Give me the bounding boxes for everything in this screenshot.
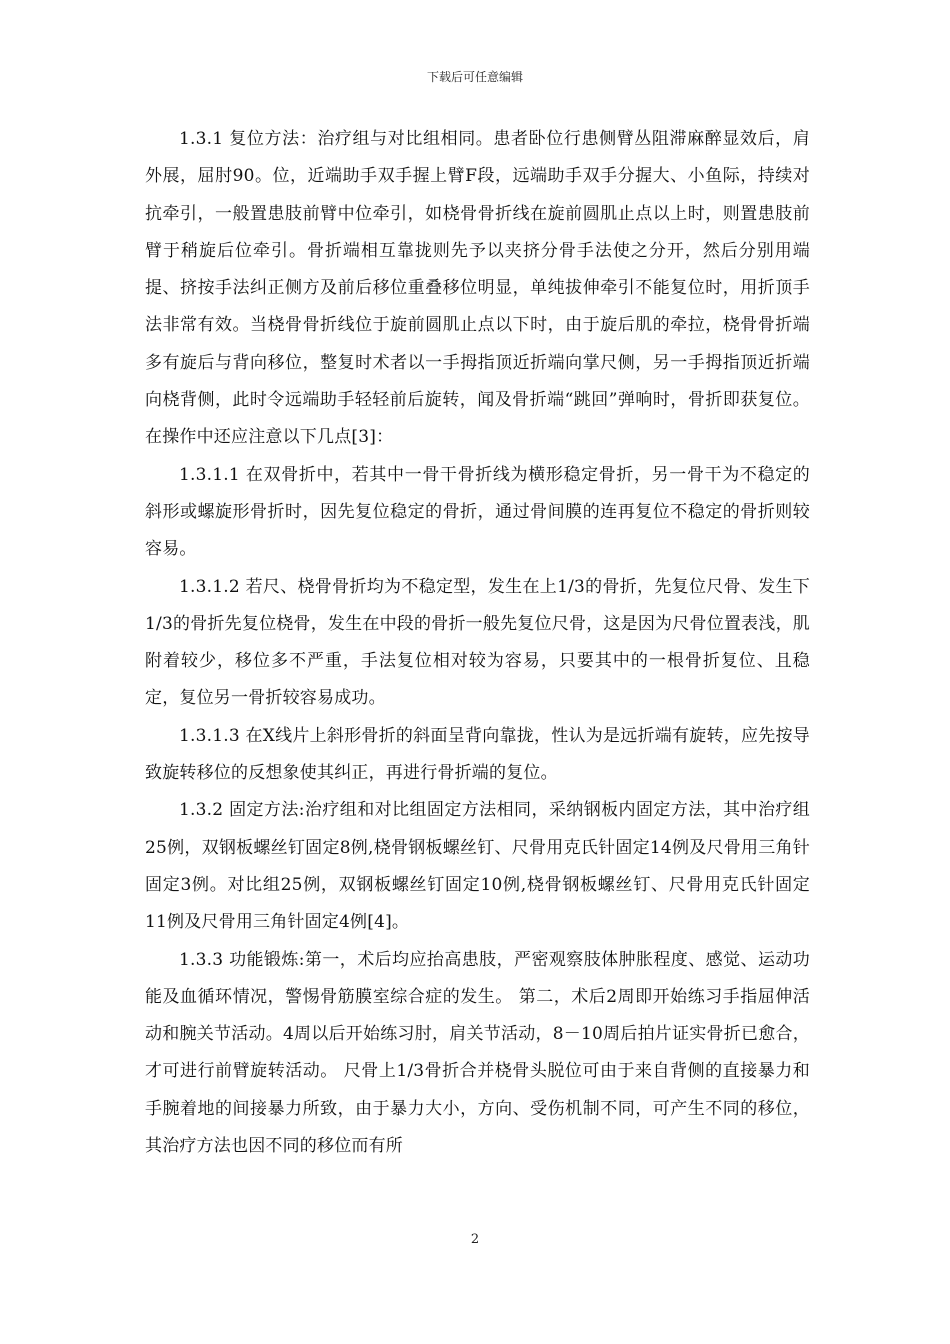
paragraph-point-1-3-1-1: 1.3.1.1 在双骨折中，若其中一骨干骨折线为横形稳定骨折，另一骨干为不稳定的斜形或螺旋形骨折时，因先复位稳定的骨折，通过骨间膜的连再复位不稳定的骨折则较容易。 bbox=[145, 464, 810, 560]
paragraph-point-1-3-1-2: 1.3.1.2 若尺、桡骨骨折均为不稳定型，发生在上1/3的骨折，先复位尺骨、发生下1/3的骨折先复位桡骨，发生在中段的骨折一般先复位尺骨，这是因为尺骨位置表浅，肌附着较少，移位多不严重，手法复位相对较为容易，只要其中的一根骨折复位、且稳定，复位另一骨折较容易成功。 bbox=[145, 576, 810, 709]
paragraph-reduction-method: 1.3.1 复位方法：治疗组与对比组相同。患者卧位行患侧臂丛阻滞麻醉显效后，肩外展，屈肘90。位，近端助手双手握上臂F段，远端助手双手分握大、小鱼际，持续对抗牵引，一般置患肢前臂中位牵引，如桡骨骨折线在旋前圆肌止点以上时，则置患肢前臂于稍旋后位牵引。骨折端相互靠拢则先予以夹挤分骨手法使之分开，然后分别用端提、挤按手法纠正侧方及前后移位重叠移位明显，单纯拔伸牵引不能复位时，用折顶手法非常有效。当桡骨骨折线位于旋前圆肌止点以下时，由于旋后肌的牵拉，桡骨骨折端多有旋后与背向移位，整复时术者以一手拇指顶近折端向掌尺侧，另一手拇指顶近折端向桡背侧，此时令远端助手轻轻前后旋转，闻及骨折端“跳回”弹响时，骨折即获复位。在操作中还应注意以下几点[3]： bbox=[145, 129, 810, 448]
paragraph-point-1-3-1-3: 1.3.1.3 在X线片上斜形骨折的斜面呈背向靠拢，性认为是远折端有旋转，应先按导致旋转移位的反想象使其纠正，再进行骨折端的复位。 bbox=[145, 725, 810, 784]
page-header-note: 下载后可任意编辑 bbox=[426, 70, 523, 84]
page-number: 2 bbox=[470, 1232, 480, 1247]
paragraph-fixation-method: 1.3.2 固定方法:治疗组和对比组固定方法相同，采纳钢板内固定方法，其中治疗组25例，双钢板螺丝钉固定8例,桡骨钢板螺丝钉、尺骨用克氏针固定14例及尺骨用三角针固定3例。对比组25例，双钢板螺丝钉固定10例,桡骨钢板螺丝钉、尺骨用克氏针固定11例及尺骨用三角针固定4例[4]。 bbox=[145, 800, 810, 933]
document-body bbox=[145, 121, 810, 1165]
paragraph-functional-exercise: 1.3.3 功能锻炼:第一，术后均应抬高患肢，严密观察肢体肿胀程度、感觉、运动功能及血循环情况，警惕骨筋膜室综合症的发生。 第二，术后2周即开始练习手指屈伸活动和腕关节活动。4周以后开始练习肘，肩关节活动，8－10周后拍片证实骨折已愈合，才可进行前臂旋转活动。 尺骨上1/3骨折合并桡骨头脱位可由于来自背侧的直接暴力和手腕着地的间接暴力所致，由于暴力大小，方向、受伤机制不同，可产生不同的移位，其治疗方法也因不同的移位而有所 bbox=[145, 949, 810, 1157]
